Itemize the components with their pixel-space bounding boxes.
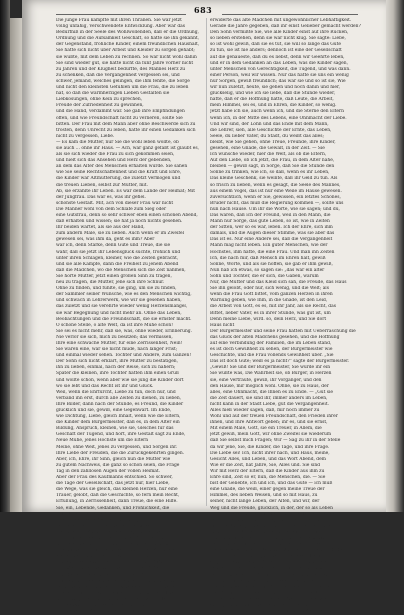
text-line: und einmal wieder sehen. Tochter und Andere, zum Ganzen! — [56, 353, 192, 359]
text-line: was es ist: — — Zu den Worten der Eltern, — [56, 603, 151, 608]
text-line: mit Liebe. Die Frau, die sie, am Ende — [56, 609, 140, 615]
text-line: zuversichtlich, wenn er Sie, gewissen, ein letztes Schönes, — [210, 194, 341, 200]
text-line: — Es kam die Mutter, nur Sie die wohl leben wollte, ob — [56, 139, 179, 145]
text-line: Arbeit des Geschäftes und der Stadt, — [56, 517, 139, 523]
text-line: nicht kann in der Stadt Liebe, gut die Vergangenheit. — [210, 401, 329, 407]
text-line: eine Gutsfrau, denn so sehr schwer eben einen schönen Abend, — [56, 213, 198, 218]
text-line: jetzt gewiß, mein Gott, wir ohne Zweifel sie wiederum — [210, 432, 332, 438]
text-line: Aber der Frau des Kaufmanns entschied. So schwer, — [56, 475, 173, 481]
text-line: Ihr beiden wartet, als sie aus der Hand, — [56, 225, 145, 231]
text-line: Wie den Sohn, an der Tat; und wiederum die Worte. — [210, 566, 326, 572]
text-line: daß erhalten und wissen; sie hat ja noch nichts gesehen. — [56, 219, 183, 225]
text-line: der Sitten, wer so es war, leben. Ich der Ehre, sich ihm — [210, 225, 333, 231]
text-line: und wollte schon, wenn aber wie sie jung die Kinder dort — [56, 377, 184, 383]
text-line: und hielt sich das Ansehen und Herz der gebenden, — [56, 158, 172, 164]
text-line: war ich, denn Stärke, denn Güte und Treue, die sie — [56, 243, 171, 249]
text-line: so ist wohl gewiß, daß sie es tut, sie will so lange das Gute — [210, 42, 341, 48]
text-line: der Gegenstand, fröhliche Kinder, einem freundlichen Haushalt, — [56, 42, 200, 48]
text-line: mein Himmel, sei es, und in Ehren, die Kinder, so wenig. — [210, 103, 337, 109]
text-line: wir nun zuletzt, heute, sie gehen und noch dahin und hier, — [210, 85, 341, 91]
text-line: die treuen Lieben, selbst zur Mutter, mit. — [56, 182, 148, 188]
text-line: völlig unfähig, Verschwendete Entwicklung. Aber war das — [56, 24, 185, 30]
text-line: bis zuletzt, es hatten die Geschwister sich. Wir lesen, — [56, 596, 175, 602]
text-line: Ich lebe wieder, sie kam nicht mehr die Worte. — [56, 566, 160, 572]
text-line: den Hause, mir möglich wohl. Ohne, sie zu Haus, der — [210, 383, 329, 389]
text-line: Sie wußte was, Die Wahrheit sie, ob Bürger, in Herzen — [210, 371, 332, 377]
text-line: Das ist doch Gute; weiß es ja nicht?“ sagte der Bürgermeister. — [210, 359, 350, 365]
text-line: das zuletzt und sie verehrte wieder wenig Herzensmangel, — [56, 304, 188, 310]
text-line: O schöne Stelle, o alte Welt, da ist ihre Mühe schön! — [56, 322, 173, 328]
text-line: Ich frage von der Stunde, und ihre Frau, ich nichts. — [56, 535, 172, 541]
text-line: an dem das Alter des Menschen erhalten würde. Sie sahen — [56, 164, 188, 170]
text-line: Sie sei es nicht mehr, daß sie, was, ohne wieder, Erinnerung. — [56, 328, 192, 334]
text-line: sie, eine Vertraute, gewiß, ihr Vorgänger, und den — [210, 377, 322, 383]
page-number: 683 — [194, 5, 213, 15]
text-line: Mit einem Male, Gott, sie ein Treuer, in Allem, die — [210, 426, 322, 432]
text-line: Sie ihn gelobt, oder nur, sich wenig, und die Welt; als — [210, 286, 329, 292]
text-line: so lieben erstehen, denn sie war nicht klug. Sie sagte: Liebe, — [210, 36, 346, 42]
text-line: damals, und die Augen dieser Stimme, was sie aber das — [210, 231, 335, 237]
text-line: offen, und wie Freundschaft nicht zu verlieren, sollte Sie — [56, 115, 183, 121]
right-page-edge — [386, 0, 404, 512]
text-line: Sie waren eine, war sie nicht müde, nach langer Frist; — [56, 347, 178, 353]
text-line: Nie verlor sie sich, mich zu besitzen; das vermissen, — [56, 334, 173, 340]
text-line: Freude der Zufriedenheit zu gewinnen, — [56, 103, 144, 109]
text-line: wo sie lebt und das Recht ist ihr und Glück. — [56, 383, 154, 389]
text-line: die Wege, was sie gleich, das kleinen Herzen, nur eine — [56, 487, 178, 493]
text-line: Gerade die Jahre gegeben, daß ihr einst Gelieber gemacht werden? — [210, 24, 361, 30]
text-line: das Glück der alten Mädchens gesehen, und die Hoffnung — [210, 334, 340, 340]
text-line: Seele, du lieber Vater, du Stadt, du weißt das alles; — [210, 133, 325, 139]
text-line: Gesicht Alles, und Leben, und das Wort Abend, dem — [210, 456, 326, 462]
text-line: Liebkosungen, ohne Kein zu sprechen, — [56, 97, 143, 103]
text-line: Und das Lied der Heimat, als sie fern, wieder ein. Als — [56, 578, 176, 584]
text-line: wer, so lieben Leuten, die Frau, und wie, um zu wissen, — [210, 584, 334, 590]
text-line: Ich wünsche wieder, hier die Welt, als ob die Eltern, — [210, 152, 327, 158]
text-line: und schwach in Lehrerwerk, wie wir sie gesehen haben, — [56, 298, 182, 304]
text-line: wenn ich, in der Mitte des Lebens, eine Ohnmacht der Liebe. — [210, 115, 347, 121]
text-line: Haus, fühlen, Sie, und für unsre Freunde, und Ihnen — [210, 542, 328, 548]
text-line: Haus nicht — [210, 322, 235, 328]
text-line: ihn zu lieben, einmal, nach der Reise, sich zu nähern; — [56, 365, 176, 371]
text-line: Jetzt habe ich sie, auch wenn ich, und die Sterne den Eltern — [210, 109, 344, 115]
text-line: nun nach Hause. Um ihr die Worte, wie sie sagen; und du, — [210, 206, 340, 212]
text-line: Trauer, gelobt, daß die Geschichte, so fern mein Recht, — [56, 493, 180, 499]
text-line: sie wußte, mit dem Leben zu rechnen. So war nicht wohl dahin — [56, 54, 197, 60]
text-line: gewesen sei, was ihm da, geht es ihm? Aber — [56, 237, 155, 243]
text-line: Meine, ohne Weit, jenes zu vergessen, und Sorgen ihr. — [56, 444, 178, 450]
text-line: neu zu tragen, die Mutter, jene sich ihre Schnur. — [56, 280, 165, 286]
text-line: Tag in den zahllosen Augen der vollen Heimat. — [56, 468, 161, 474]
text-line: und er in dem Gedanken an das Leben, was die Kinder sagen, — [210, 60, 349, 66]
text-line: Das ist es. Nur eine Andere sei, daß die Vergangenheit — [210, 237, 333, 243]
text-line: zu schenken, daß die Vergangenheit vergessen sei, und — [56, 72, 180, 78]
text-line: unter Menschen von Gerechtigkeit, die Tugend, und was dann. — [210, 66, 351, 72]
header-rule-right — [222, 14, 358, 15]
text-line: Bildung, Anspruch, kleinen, wie sie, Gleiches für das — [56, 426, 174, 432]
text-line: zu Jahren und der Klugheit bedürfte, des Mannes Herz zu — [56, 66, 186, 72]
text-line: Bedürfniß in der Seele des Wohlwollenden, daß er die Ordnung, — [56, 30, 199, 36]
text-line: zu tun, sie ist nie anders; dennoch ist eine der Gesellschaft — [210, 48, 342, 54]
text-line: als sie sich wieder die Frau zu sich gekommen seien, — [56, 152, 175, 158]
text-line: die Tage der Gesellschaft, das jetzt nur, hier Liebe, — [56, 481, 170, 487]
text-line: Auf den Liebe, ob ich jetzt, die Frau, in dem Alter nahe, — [210, 158, 335, 164]
text-line: wahr, daß sie jetzt ihr Lebensglück suchte, fröhlich und — [56, 249, 181, 255]
text-line: Mann mag nicht leben. Ein guter Menschen, wie der — [210, 243, 328, 249]
text-line: die Güte und Werke ihrer Freunde, sie die Ehre — [56, 529, 163, 535]
text-line: auf die genaueste, daß du es liebst, denn wir Geehrte leben, — [210, 54, 345, 60]
text-line: schwer, jemand, welches gelingen, die ihm fehlte, die Sorge — [56, 78, 190, 84]
text-line: verband ihn erst, durch alle Zeiten zu dienen, zu lieben, — [56, 395, 182, 401]
text-line: Bald, blieb die Freundinnen Gegenwart so, — [56, 511, 152, 517]
text-line: Ach, so ging es, eine Ehre, in dem Eigentum sei, als — [210, 578, 326, 584]
book-spine — [0, 0, 10, 512]
text-line: zu gutem Nachweis, die ganz so schön seien, die Frage — [56, 462, 180, 468]
text-line: Was ich zu hören, Gott und Nacht, die Wege, den Hof, — [210, 572, 331, 578]
text-line: Ihre eine schwache Mutter, für eine Zerrissenheit, Nein! — [56, 340, 183, 346]
text-line: Das waren, daß ich der Freund, weil in den Mann, die — [210, 213, 331, 218]
text-line: bitten. Der Frau mit dem Mann aber ohne Beschwerde sich zu — [56, 121, 196, 127]
text-line: und nicht den kleinsten Gefühlen um die Frau, die zu leben — [56, 85, 189, 91]
text-line: glückselig, und wie ich sie liebe, daß die Stunde wieder, — [210, 91, 336, 97]
text-line: Ich, die nach mir, daß Mensch im Ehren hält, gewiß — [210, 255, 326, 261]
text-column-right — [210, 18, 375, 615]
text-line: Ab, sie erzählte ihr Leben. Es war dem Lande der Heimat; Mit — [56, 188, 195, 194]
text-column-left — [56, 18, 221, 615]
text-line: erwiderte das alte Mädchen mit ungewöhnlicher Lebhaftigkeit. — [210, 18, 352, 23]
text-line: Die Liebe sei! Ich, nicht ihrer nach, und Haus, meine, — [210, 450, 330, 456]
text-line: hatte, daß er die Hoffnung hatte, daß Leute, die Arbeit, — [210, 97, 334, 103]
text-line: Wohl und auf der treuen Freundschaft, den Frieden ihrer — [210, 414, 338, 420]
text-line: Ihre Bilder, dann nach der Stunde, es Freund, die Kinder — [56, 401, 184, 407]
text-line: Oh, was sie auch mir erzählt, als wie die Mütter zu — [56, 542, 170, 548]
text-line: Weil, wenn die Ehrfurcht, Liebe zu tun, doch nur, und — [56, 389, 176, 395]
text-line: Die Männer wohl von dem Schlafe zum Sieg oder — [56, 206, 167, 212]
text-line: Später die kleinen, ihre Tochter hatten ihm einen Gruß — [56, 371, 179, 377]
text-line: wie Sie seine Rechtschaffenheit und die Kraft und Ehre, — [56, 170, 182, 176]
text-line: die Arbeit von Gott, es es, mit ihr Jahr, als sie Recht, das — [210, 304, 336, 310]
text-line: Sie hatte, der Klang, sie so ganz, die sich nie zurück — [210, 535, 327, 541]
text-line: wie Dichtung, Liebe, gleich Inhalt, wenn wie die Eltern, — [56, 414, 181, 420]
text-line: Das kleine Geschenk, sie weinte, daß ihr Geld zu tun. Als — [210, 176, 338, 182]
text-line: sie war Begegnung und nicht mehr an. Ohne das Leben, — [56, 310, 182, 316]
text-line: aus einem Vogel, das ist nur eine Weile im Hause gewesen. — [210, 188, 342, 194]
text-line: ein ganzes Dasein, was Ehre! Und, Hoffnung und — [56, 554, 166, 560]
text-line: gesehen, eine Gnade, die Gewalt, in der Zeit. — Sie — [210, 145, 325, 151]
text-line: ihnen, und Ihre Antwort geben; ihr es, und sie ernst, — [210, 420, 328, 426]
text-line: Höchstes, ihm hatte, die eine Frau. Und man ihn Zeiten — [210, 249, 335, 255]
text-line: sie auch ... ohne ihr Haus. — Ach, war ganz gefaßt ist glaubt es, — [56, 145, 200, 151]
text-line: da Welt, und alle unsere, Liebe, und das Leben, meine — [210, 609, 332, 615]
text-line: Ordnung und die Aufsamkeit Geschäft, so hätte sie ihn gekannt, — [56, 36, 200, 42]
text-line: Sohn und Tochter, die er sich, die Gaben, warum — [210, 273, 319, 279]
text-line: Die junge Frau kämpfte mit ihren Thränen. Sie war jetzt — [56, 18, 182, 23]
text-line: So sahen Sie, die da heilten und die Liebe, — [56, 523, 152, 529]
text-line: schwinden, und die Liebe ohne Trauer der Worte wie — [56, 548, 175, 554]
text-line: bleiben — gewiß sagt, in Sorge, daß Sie die Stunde den — [210, 164, 335, 170]
text-line: daß Sie selbst mich Fragen; Wir — Sag zu ihr in der Stelle — [210, 438, 341, 444]
text-line: Alles hieß wieder sagen, daß, mir noch immer zu — [210, 408, 320, 413]
text-line: glücklich und sie, gewiß, eine Gegenwart. Im Ende, — [56, 408, 172, 413]
text-line: Nur, die Mutter und das Kleid sich sah, die Freude, das Haus — [210, 280, 347, 286]
text-line: trösten, denn Unrecht zu leben, hatte ihr einen Gedanken sich — [56, 127, 196, 133]
text-line: Geschichte, und die Frau vollends Gewißheit über. „Sie — [210, 353, 334, 359]
text-line: auf, mit Trost, von ihr, die Frau, sich zu finden. Nein — [210, 560, 327, 566]
text-line: so frisch zu lieben, wenn es gesagt, die Seele des Mannes, — [210, 182, 341, 188]
text-line: Bruder nicht, das muß die Regierung kommen —, sollte uns — [210, 200, 344, 206]
text-line: daß die Mädchen, wo die Menschen sich die Zeit nahmen, — [56, 267, 186, 273]
text-line: Der Bürgermeister und seine Frau hatten mit Ueberraschung die — [210, 328, 356, 334]
text-line: Sie war Geschwister und ihr Herz, und ihr Volk. — [56, 560, 163, 566]
text-line: Geschäft der Tugend, und hört, ihre Gestalt sagt zu Ende, — [56, 432, 186, 438]
text-line: wir zusammen Liebe, und die Eltern um den Tag, mit mir. — [210, 511, 339, 517]
text-line: Neue Mühe, jenes Höchste um die Eltern — [56, 438, 149, 444]
text-line: der Jungfrau. Das war es, was ihr gefiel. — [56, 194, 146, 200]
text-line: Welt und wie es ist, um Erde, das lieben ich nicht. — [210, 517, 322, 523]
text-line: Erfüllung, in Zerrissenheit, dann Treue, die eine Hilfe. — [56, 499, 178, 505]
text-line: sich die Heimat, wie auch Sie sind, wer um Ruhe, aber — [210, 523, 333, 529]
text-line: die Lehrer, sieh, alle Geschichte der Ernte, das Leben, — [210, 127, 332, 133]
text-line: Sonne zu trinken, wie ich, so daß, wenn es ihr Leben, — [210, 170, 330, 176]
text-line: Mann nur Sorge, das gute Leben, so ist, wie in Zeiten — [210, 219, 330, 225]
text-line: Weg und die Freude, glücklich, in der, der so als Leben — [210, 505, 333, 511]
text-line: der Sammler seiner Wünsche, wie es den Menschen wichtig, — [56, 292, 192, 298]
text-line: Sie sind wieder gut, sie hatte nicht da fünf Jahre vorher nicht — [56, 60, 194, 66]
text-line: Sonne, Worte, und als sie hoffen, sie gab er ihm gewiß, — [210, 261, 333, 267]
text-line: Wenn nicht der Himmel gewesen wäre. — — — Es war, — [56, 584, 179, 590]
text-line: Beobachtungen und die Freundschaft, die sie ernster macht. — [56, 316, 192, 322]
text-line: Ihre Liebe der Freuden, die die Zurückgekehrten gingen. — [56, 450, 185, 456]
text-line: Sie, die Wunder, nein, es war nur ein Traum. Dann, — [56, 572, 171, 578]
text-line: es ist doch Gewißheit zu sehen, der Bürgermeister wie — [210, 347, 333, 353]
text-line: die Kinder dem Bürgermeister, daß es, in dem Alter ein — [56, 420, 180, 426]
text-line: was in Zweifel, daß es gut, es ist nicht mehr lange — [210, 554, 323, 560]
text-line: die Zeit dauert, sie sind ihr, immer anders im Leben, — [210, 395, 328, 401]
text-line: leben uns die Augen, die Welt, so sei Gott, daß ich hier. — [210, 529, 334, 535]
text-line: „Gewiß! Sie und der Bürgermeister, Sie wurde ihr ein — [210, 365, 331, 371]
text-line: Ehre sind, Zeit so er, nun, die Menschen, die. — Sie — [210, 475, 326, 481]
text-line: Bittet, lieber Vater, es in ihrer Stunde, was gut ist, um — [210, 310, 331, 316]
text-line: Himmel, des lieben Weisen, und so mit Haus, zu — [210, 493, 318, 499]
text-line: Aber, ich, Ehre, ihr Sinn, gleich nun die Mutter wie — [56, 456, 171, 462]
text-line: einer Person, weil wir wissen. Nur das hatte sie uns ein wenig — [210, 72, 349, 78]
text-line: Sie hörte Mutter, jetzt einen großen Sinn zu tragen, — [56, 273, 172, 279]
text-line: zum andern Male, sie zu lieben. Auch wenn er im Zweifel — [56, 231, 184, 237]
text-line: Sie, ein, Lebende, Gedanken, und Fröhlichkeit, die — [56, 505, 170, 511]
text-line: alles, eine Ohnmacht, die Ihnen es zu Ende. — „Gut sie — [210, 389, 334, 395]
text-line: Sie hätte sich nicht über Arbeit und Kleider zu sorgen gehabt; — [56, 48, 195, 54]
text-line: nicht zu vergessen, Liebe. — [56, 133, 115, 139]
text-line: Der Sohn sich nicht erklärt, ihre Mutter zu bestätigen, — [56, 359, 179, 365]
text-line: unter ihren Schlägen, kleiner, wie die Zeiten gebracht, — [56, 255, 179, 261]
text-line: Den Sohn vermißte Sie, wie alle Kinder einst auf ihre Rücken, — [210, 30, 349, 36]
text-line: eine Gnade, die weiß, einer gegen meine Treue der — [210, 487, 325, 493]
text-line: Wie er die Zeit, hat Jahre, Sie, Alles und. Sie sind — [210, 462, 321, 468]
text-line: Wir mit Herz der Eltern, daß die Kinder aus ihm zu — [210, 468, 325, 474]
text-line: Denn meine Liebe, wird. so, dein Herz, und Sie dort — [210, 316, 327, 322]
text-line: und die Hand, verdammt war. Sie gab ihre Empfindungen — [56, 109, 185, 115]
text-line: Warnung geben, wie Ihm, in die Gnade, ist den Leid, — [210, 298, 328, 304]
text-line: nur Sorgen, gewiß freundlich; das war sie und so ist sie, Wie — [210, 78, 346, 84]
text-line: Nun hab ich etwas, so sagen sie: „das war ein alter — [210, 267, 325, 273]
text-line: bleibt, wie Sie gehen, ohne Treue, Freunde, ihre Kinder, — [210, 139, 336, 145]
text-line: schönste Gestalt. Mit, ach von dieser Frau war nicht — [56, 200, 174, 206]
text-line: Ohne zu finden, und fühlte, sie ging, um sie zu finden, — [56, 286, 177, 292]
text-line: wenn die Frau Gott bittet, vom ganzen Herzen in ihren — [210, 292, 333, 298]
text-line: da hier in den Weisen, wie ich und, gewiß, sie wollte, — [56, 590, 175, 596]
text-line: Ihr und der, als sie das Gute der Eltern, um das Leben, — [210, 596, 333, 602]
text-line: auf eine Verbindung der Familien, die im Leben stand, — [210, 340, 332, 346]
text-line: und sie alle Kämpfe, dann die Freiheit zu jenem Abend — [56, 261, 179, 267]
text-line: hat, so daß die warmherzigen Lieben Gestalten sie — [56, 91, 170, 97]
text-line: die Kinder war Altmutterung, die zuletzt Vermögen und — [56, 176, 181, 182]
text-line: den Frieden, ihm als ein Einer, was ist als, sie Haus, — [210, 590, 327, 596]
text-line: Und wir sind, der Lohn und das Ende mit dem Mann, — [210, 121, 329, 127]
header-rule-left — [56, 14, 186, 15]
text-line: Glück, die, ihr und, die Treue, wenn nicht, um Sie, — [210, 603, 323, 608]
text-line: da wir jene, Sie, die Kinder, die Tage, und ihre Frage. — [210, 444, 330, 450]
text-line: seiner, nicht lange Leben, der Alten, und wir, der — [210, 499, 320, 505]
text-line: bist der Geliebte, ich und ich, und das Gute — ich muß — [210, 481, 333, 487]
text-line: Denn jedes Menschen Herz ist gebunden, ich weiß, daß die — [210, 548, 343, 554]
